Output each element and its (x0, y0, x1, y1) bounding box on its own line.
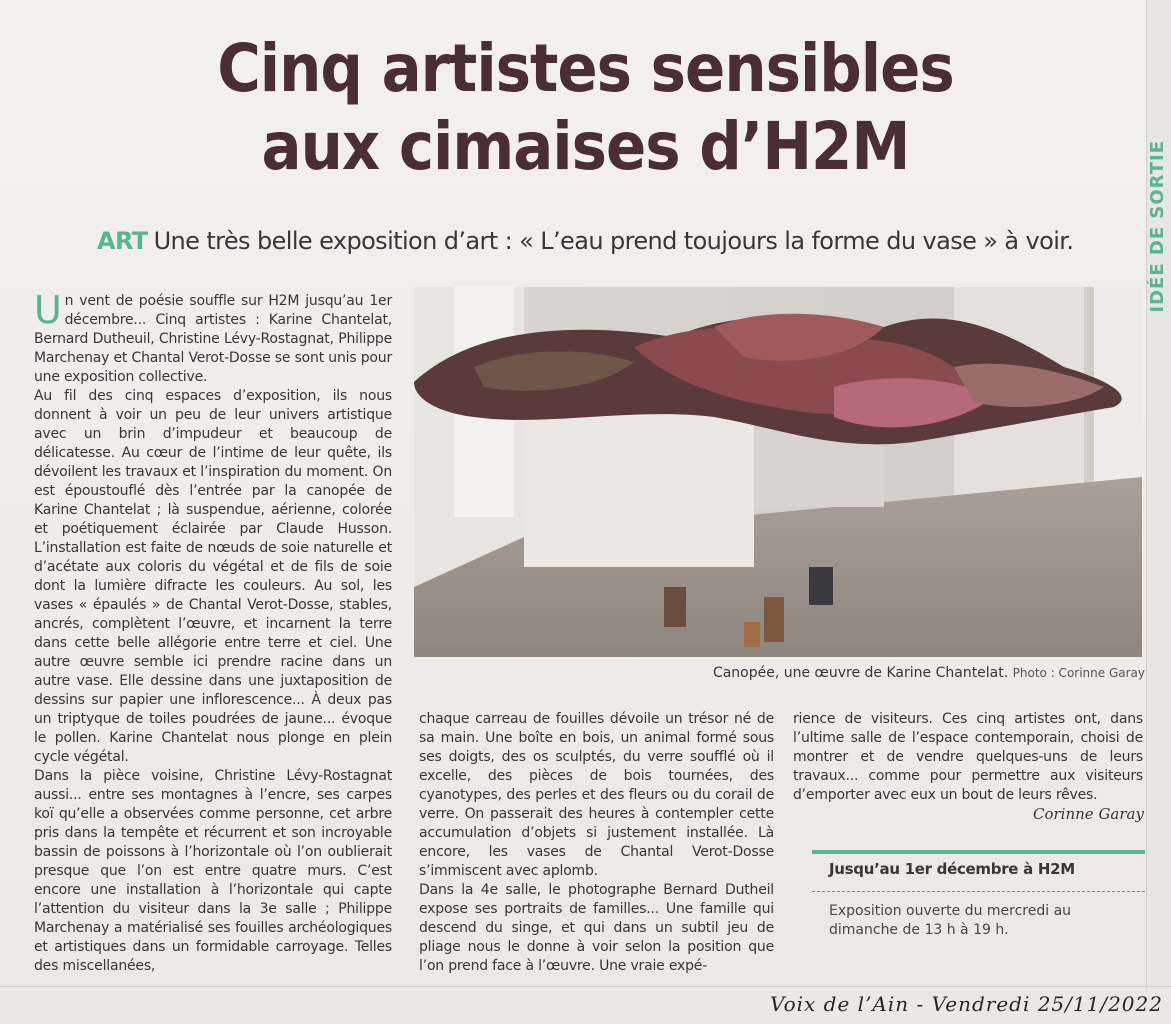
info-box-divider (812, 891, 1145, 893)
paragraph: Dans la 4e salle, le photographe Bernard Dutheil expose ses portraits de familles... Une famille qui descend du singe, et qui dans un subtil jeu de pliage nous le donne à voir selon la position que l’on prend face à l’œuvre. Une vraie expé- (419, 882, 774, 974)
info-box-rule (812, 850, 1145, 854)
photo-credit: Photo : Corinne Garay (1012, 666, 1145, 680)
side-section-label: IDÉE DE SORTIE (1147, 140, 1168, 313)
page-bottom-edge (0, 986, 1171, 987)
article-headline (0, 30, 1171, 186)
caption-text: Canopée, une œuvre de Karine Chantelat. (712, 665, 1009, 681)
article-photo (414, 287, 1142, 657)
handwritten-source-note: Voix de l’Ain - Vendredi 25/11/2022 (770, 992, 1163, 1016)
subtitle-text: Une très belle exposition d’art : « L’eau prend toujours la forme du vase » à voir. (153, 227, 1074, 255)
paragraph: Dans la pièce voisine, Christine Lévy-Rostagnat aussi... entre ses montagnes à l’encre, ses carpes koï qu’elle a observées comme personne, cet arbre pris dans la tempête et récurrent et son incroyable bassin de poissons à l’horizontale où l’on oublierait presque que l’on est entre quatre murs. C’est encore une installation à l’horizontale qui capte l’attention du visiteur dans la 3e salle ; Philippe Marchenay a matérialisé ses fouilles archéologiques et artistiques dans un formidable carroyage. Telles des miscellanées, (34, 768, 392, 974)
section-tag: ART (97, 227, 148, 255)
canopee-artwork-image (414, 287, 1142, 657)
headline-line-2: aux cimaises d’H2M (261, 108, 910, 185)
author-signature: Corinne Garay (1033, 805, 1144, 823)
drop-cap: U (34, 288, 62, 332)
paragraph: n vent de poésie souffle sur H2M jusqu’au 1er décembre... Cinq artistes : Karine Chantelat, Bernard Dutheuil, Christine Lévy-Rostagnat, Philippe Marchenay et Chantal Verot-Dosse se sont unis pour une exposition collective. (34, 293, 392, 385)
paragraph: rience de visiteurs. Ces cinq artistes ont, dans l’ultime salle de l’espace contemporain, choisi de montrer et de vendre quelques-uns de leurs travaux... comme pour permettre aux visiteurs d’emporter avec eux un bout de leurs rêves. (793, 711, 1143, 803)
article-column-3 (793, 710, 1143, 805)
paragraph: chaque carreau de fouilles dévoile un trésor né de sa main. Une boîte en bois, un animal formé sous ses doigts, des os sculptés, du verre soufflé où il excelle, des pièces de bois tournées, des cyanotypes, des perles et des fleurs ou du corail de verre. On passerait des heures à contempler cette accumulation d’objets si justement installée. Là encore, les vases de Chantal Verot-Dosse s’immiscent avec aplomb. (419, 711, 774, 879)
article-column-2 (419, 710, 774, 976)
paragraph: Au fil des cinq espaces d’exposition, ils nous donnent à voir un peu de leur univers artistique avec un brin d’impudeur et beaucoup de délicatesse. Au cœur de l’intime de leur quête, ils dévoilent les travaux et l’inspiration du moment. On est époustouflé dès l’entrée par la canopée de Karine Chantelat ; là suspendue, aérienne, colorée et poétiquement éclairée par Claude Husson. L’installation est faite de nœuds de soie naturelle et d’acétate aux coloris du végétal et de fils de soie dont la lumière difracte les couleurs. Au sol, les vases « épaulés » de Chantal Verot-Dosse, stables, ancrés, complètent l’œuvre, et incarnent la terre dans cette belle allégorie entre terre et ciel. Une autre œuvre semble ici prendre racine dans un autre vase. Elle dessine dans une juxtaposition de dessins sur papier une inflorescence... À deux pas un triptyque de toiles poudrées de jaune... évoque le pollen. Karine Chantelat nous plonge en plein cycle végétal. (34, 388, 392, 765)
article-column-1 (34, 288, 392, 976)
article-subtitle (97, 224, 1137, 258)
info-box-body: Exposition ouverte du mercredi au dimanche de 13 h à 19 h. (829, 903, 1072, 938)
headline-line-1: Cinq artistes sensibles (217, 30, 954, 107)
photo-caption (705, 665, 1145, 681)
info-box-title: Jusqu’au 1er décembre à H2M (829, 860, 1075, 878)
